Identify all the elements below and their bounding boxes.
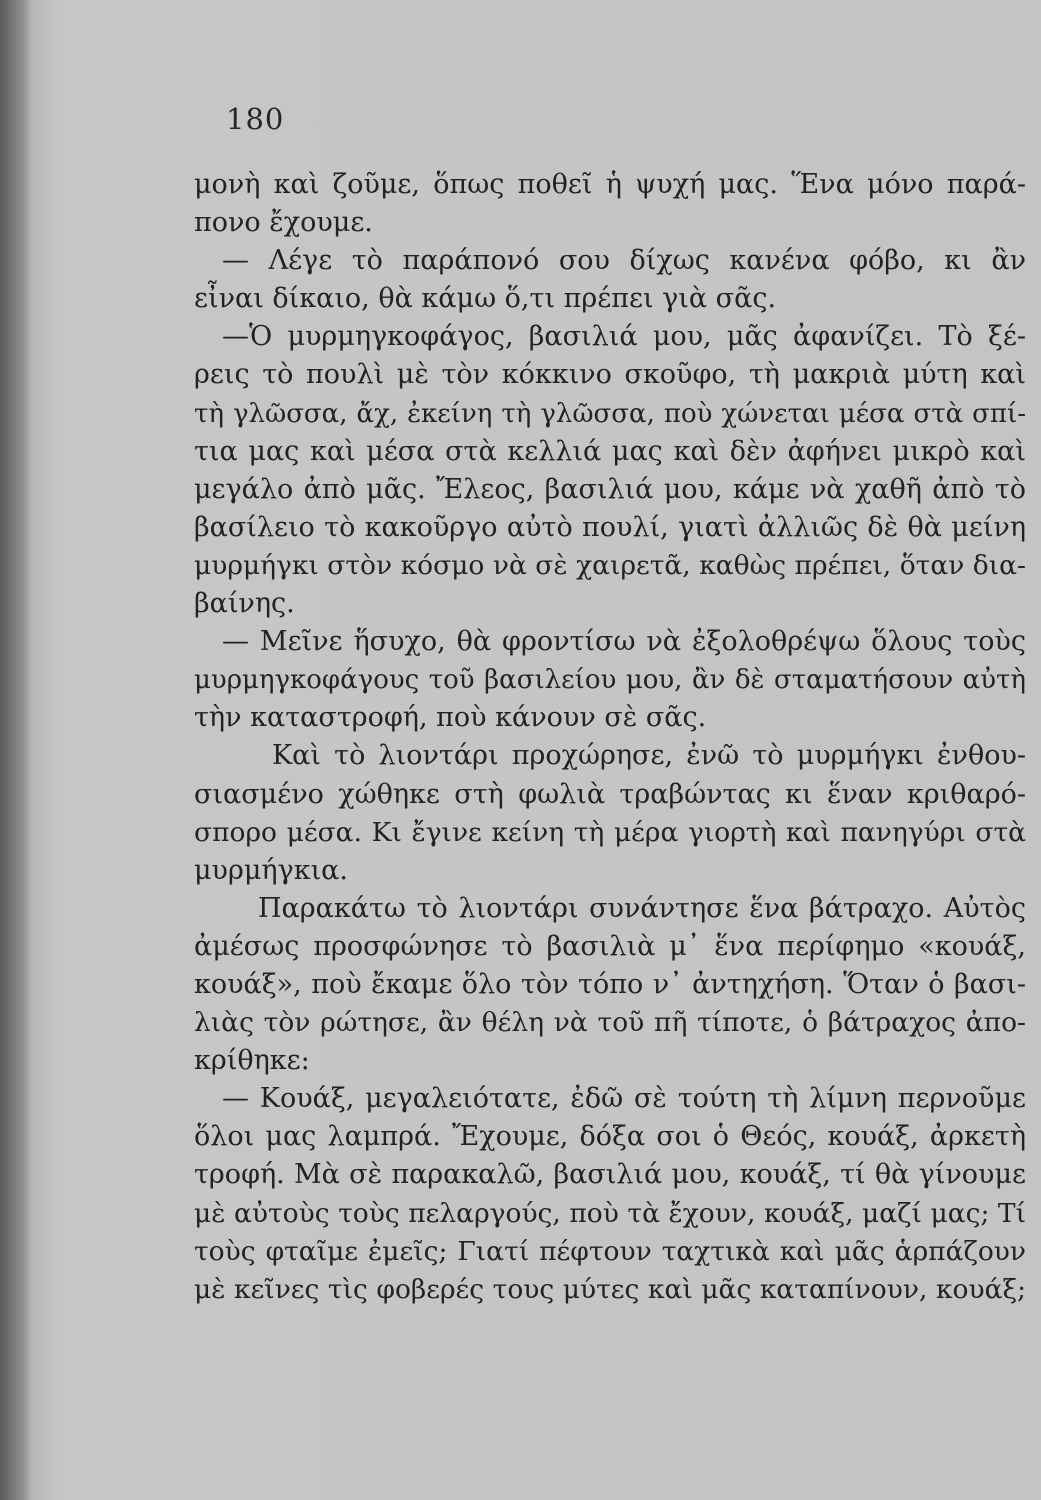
page-number: 180 bbox=[226, 102, 285, 136]
text-line: σιασμένο χώθηκε στὴ φωλιὰ τραβώντας κι ἕναν κριθαρό- bbox=[194, 778, 1026, 810]
text-line: μονὴ καὶ ζοῦμε, ὅπως ποθεῖ ἡ ψυχή μας. Ἕνα μόνο παρά- bbox=[194, 169, 1026, 200]
text-line: τὴ γλῶσσα, ἄχ, ἐκείνη τὴ γλῶσσα, ποὺ χώνεται μέσα στὰ σπί- bbox=[194, 398, 1026, 429]
text-line: — Κουάξ, μεγαλειότατε, ἐδῶ σὲ τούτη τὴ λίμνη περνοῦμε bbox=[222, 1083, 1026, 1115]
text-line: βαίνης. bbox=[194, 588, 295, 620]
text-line: Καὶ τὸ λιοντάρι προχώρησε, ἐνῶ τὸ μυρμήγκι ἐνθου- bbox=[272, 740, 1026, 772]
text-line: βασίλειο τὸ κακοῦργο αὐτὸ πουλί, γιατὶ ἀλλιῶς δὲ θὰ μείνη bbox=[194, 511, 1026, 543]
text-line: ρεις τὸ πουλὶ μὲ τὸν κόκκινο σκοῦφο, τὴ μακριὰ μύτη καὶ bbox=[194, 359, 1026, 391]
text-line: μυρμήγκια. bbox=[194, 854, 348, 886]
text-line: τια μας καὶ μέσα στὰ κελλιά μας καὶ δὲν ἀφήνει μικρὸ καὶ bbox=[194, 435, 1026, 467]
text-line: μὲ κεῖνες τὶς φοβερές τους μύτες καὶ μᾶς καταπίνουν, κουάξ; bbox=[194, 1273, 1026, 1305]
binding-edge-shadow bbox=[0, 0, 30, 1500]
body-text bbox=[194, 166, 1026, 1309]
text-line: μυρμηγκοφάγους τοῦ βασιλείου μου, ἂν δὲ σταματήσουν αὐτὴ bbox=[194, 665, 1026, 696]
text-line: ὅλοι μας λαμπρά. Ἔχουμε, δόξα σοι ὁ Θεός, κουάξ, ἀρκετὴ bbox=[194, 1121, 1026, 1153]
text-line: λιὰς τὸν ρώτησε, ἂν θέλη νὰ τοῦ πῆ τίποτε, ὁ βάτραχος ἀπο- bbox=[194, 1007, 1026, 1039]
text-line: εἶναι δίκαιο, θὰ κάμω ὅ,τι πρέπει γιὰ σᾶς. bbox=[194, 283, 777, 315]
text-line: μεγάλο ἀπὸ μᾶς. Ἔλεος, βασιλιά μου, κάμε νὰ χαθῆ ἀπὸ τὸ bbox=[194, 473, 1026, 505]
text-line: τὴν καταστροφή, ποὺ κάνουν σὲ σᾶς. bbox=[194, 702, 707, 734]
text-line: — Μεῖνε ἥσυχο, θὰ φροντίσω νὰ ἐξολοθρέψω ὅλους τοὺς bbox=[222, 626, 1026, 658]
text-line: Παρακάτω τὸ λιοντάρι συνάντησε ἕνα βάτραχο. Αὐτὸς bbox=[258, 892, 1026, 924]
text-line: — Λέγε τὸ παράπονό σου δίχως κανένα φόβο, κι ἂν bbox=[222, 245, 1026, 277]
text-line: μὲ αὐτοὺς τοὺς πελαργούς, ποὺ τὰ ἔχουν, κουάξ, μαζί μας; Τί bbox=[194, 1197, 1026, 1229]
text-line: τροφή. Μὰ σὲ παρακαλῶ, βασιλιά μου, κουάξ, τί θὰ γίνουμε bbox=[194, 1159, 1026, 1191]
text-line: ἀμέσως προσφώνησε τὸ βασιλιὰ μ᾽ ἕνα περίφημο «κουάξ, bbox=[194, 930, 1026, 962]
text-line: κρίθηκε: bbox=[194, 1045, 310, 1077]
text-line: τοὺς φταῖμε ἐμεῖς; Γιατί πέφτουν ταχτικὰ καὶ μᾶς ἁρπάζουν bbox=[194, 1235, 1026, 1267]
text-line: πονο ἔχουμε. bbox=[194, 207, 373, 239]
text-line: σπορο μέσα. Κι ἔγινε κείνη τὴ μέρα γιορτὴ καὶ πανηγύρι στὰ bbox=[194, 816, 1026, 848]
text-line: μυρμήγκι στὸν κόσμο νὰ σὲ χαιρετᾶ, καθὼς πρέπει, ὅταν δια- bbox=[194, 549, 1026, 581]
text-line: κουάξ», ποὺ ἔκαμε ὅλο τὸν τόπο ν᾽ ἀντηχήση. Ὅταν ὁ βασι- bbox=[194, 968, 1026, 1000]
text-line: —Ὁ μυρμηγκοφάγος, βασιλιά μου, μᾶς ἀφανίζει. Τὸ ξέ- bbox=[222, 321, 1026, 353]
